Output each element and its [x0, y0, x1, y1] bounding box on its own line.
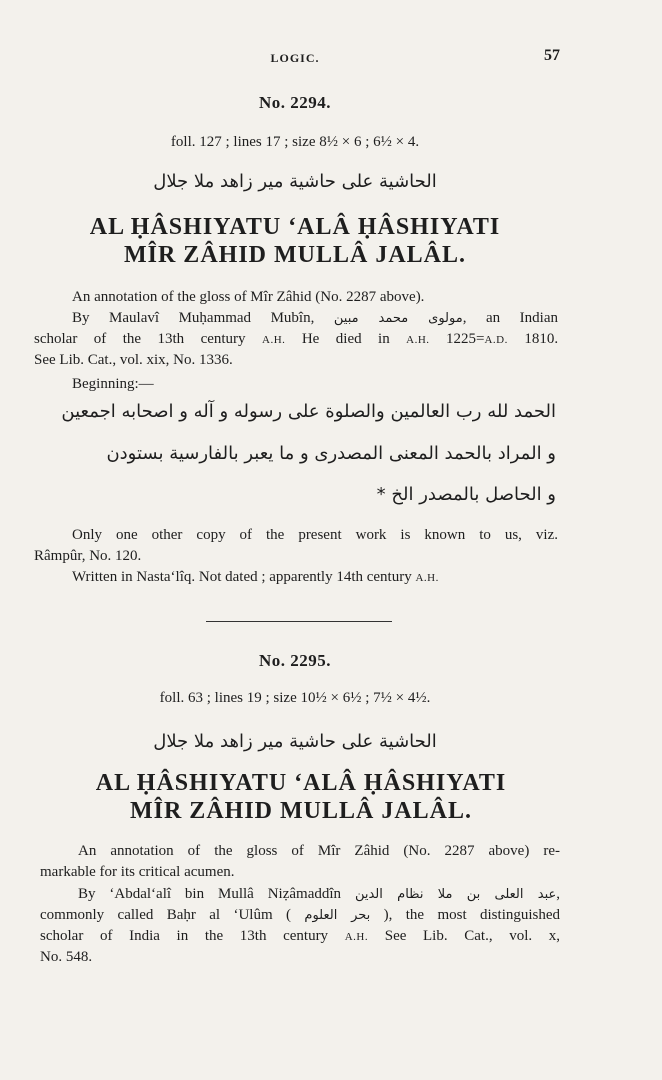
- entry-description: foll. 63 ; lines 19 ; size 10½ × 6½ ; 7½ × 4½.: [159, 690, 431, 706]
- text-run: He died in: [301, 331, 390, 347]
- paragraph-line: [40, 926, 560, 948]
- text-run: By ‘Abdal‘alî bin Mullâ Niẓâmaddîn: [78, 886, 342, 902]
- entry-number: No. 2294.: [258, 93, 332, 112]
- text-run: See Lib. Cat., vol. x,: [384, 928, 560, 944]
- text-run: ), the most distinguished: [383, 907, 561, 923]
- title-line: MÎR ZÂHID MULLÂ JALÂL.: [123, 242, 466, 268]
- arabic-name: عبد العلى بن ملا نظام الدين: [354, 887, 557, 902]
- title-line: AL ḤÂSHIYATU ‘ALÂ ḤÂSHIYATI: [95, 770, 507, 796]
- entry-number: No. 2295.: [258, 651, 332, 670]
- running-header: LOGIC.: [270, 51, 320, 65]
- beginning-label: Beginning:—: [72, 376, 154, 392]
- paragraph-line: markable for its critical acumen.: [40, 864, 235, 880]
- text-run: By Maulavî Muḥammad Mubîn,: [72, 310, 315, 326]
- paragraph-line: An annotation of the gloss of Mîr Zâhid (No. 2287 above) re-: [78, 843, 560, 859]
- paragraph-line: [72, 308, 558, 329]
- arabic-incipit-line: و المراد بالحمد المعنى المصدرى و ما يعبر بالفارسية بستودن: [106, 443, 556, 464]
- paragraph-line: No. 548.: [40, 949, 93, 965]
- paragraph-line: [72, 567, 562, 589]
- era-abbrev: A.D.: [484, 334, 508, 346]
- era-abbrev: A.H.: [262, 334, 286, 346]
- text-run: scholar of India in the 13th century: [40, 928, 329, 944]
- transliterated-title: [30, 213, 560, 269]
- paragraph: An annotation of the gloss of Mîr Zâhid (No. 2287 above).: [72, 289, 425, 305]
- arabic-title: الحاشية على حاشية مير زاهد ملا جلال: [153, 731, 437, 752]
- section-divider: [206, 621, 392, 622]
- arabic-name: بحر العلوم: [304, 908, 371, 923]
- paragraph-line: [40, 905, 560, 926]
- era-abbrev: A.H.: [406, 334, 430, 346]
- text-run: , an Indian: [462, 310, 558, 326]
- era-abbrev: A.H.: [344, 931, 369, 943]
- text-run: Written in Nasta‘lîq. Not dated ; apparently 14th century: [72, 569, 412, 585]
- page-number: 57: [544, 47, 560, 64]
- transliterated-title: [36, 769, 566, 825]
- text-run: commonly called Baḥr al ‘Ulûm (: [40, 907, 291, 923]
- paragraph-line: See Lib. Cat., vol. xix, No. 1336.: [34, 352, 233, 368]
- text-run: 1225=: [446, 331, 485, 347]
- paragraph-line: [34, 329, 558, 351]
- text-run: ,: [556, 886, 561, 902]
- arabic-incipit-line: و الحاصل بالمصدر الخ *: [376, 484, 556, 505]
- text-run: 1810.: [524, 331, 559, 347]
- arabic-incipit-line: الحمد لله رب العالمين والصلوة على رسوله و آله و اصحابه اجمعين: [61, 401, 556, 422]
- entry-description: foll. 127 ; lines 17 ; size 8½ × 6 ; 6½ × 4.: [170, 134, 420, 150]
- paragraph-line: Râmpûr, No. 120.: [34, 548, 142, 564]
- title-line: MÎR ZÂHID MULLÂ JALÂL.: [129, 798, 472, 824]
- title-line: AL ḤÂSHIYATU ‘ALÂ ḤÂSHIYATI: [89, 214, 501, 240]
- paragraph-line: Only one other copy of the present work is known to us, viz.: [72, 527, 558, 543]
- arabic-title: الحاشية على حاشية مير زاهد ملا جلال: [153, 171, 437, 192]
- text-run: scholar of the 13th century: [34, 331, 246, 347]
- paragraph-line: [78, 884, 560, 905]
- era-abbrev: A.H.: [415, 572, 439, 584]
- arabic-name: مولوى محمد مبين: [333, 311, 463, 326]
